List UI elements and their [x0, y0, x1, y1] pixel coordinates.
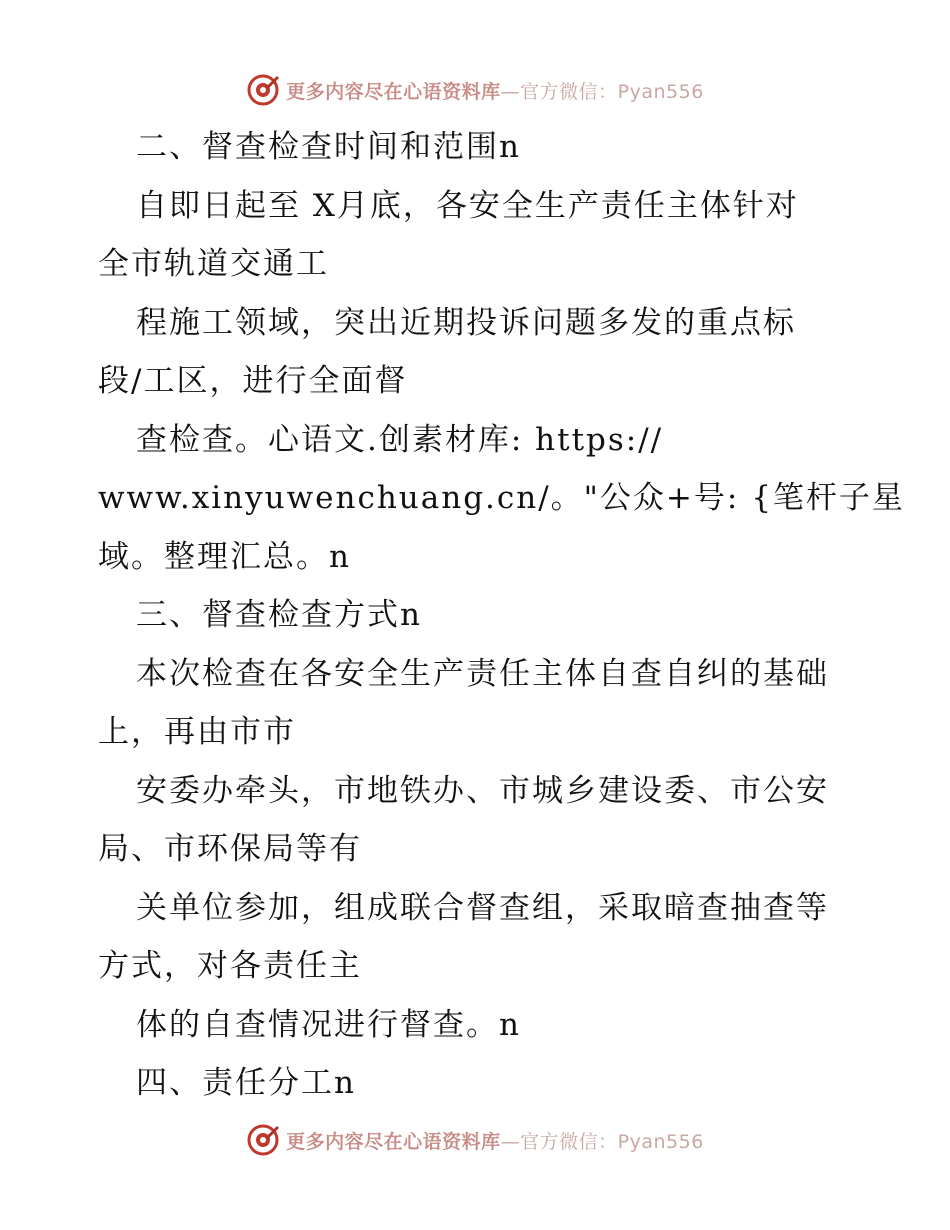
text-line: 方式，对各责任主 — [98, 948, 362, 984]
text-line: 本次检查在各安全生产责任主体自查自纠的基础 — [136, 655, 829, 692]
document-body — [98, 118, 905, 1113]
footer-brand-text: 更多内容尽在心语资料库 — [286, 1130, 501, 1153]
text-line: 段/工区，进行全面督 — [98, 363, 408, 399]
footer-wechat-text: 官方微信：Pyan556 — [520, 1130, 704, 1153]
text-line: 关单位参加，组成联合督查组，采取暗查抽查等 — [136, 889, 829, 926]
text-line: 自即日起至 X月底，各安全生产责任主体针对 — [136, 187, 799, 224]
text-line: 局、市环保局等有 — [98, 831, 362, 867]
text-line: www.xinyuwenchuang.cn/。"公众+号: {笔杆子星 — [98, 480, 905, 516]
text-line: 二、督查检查时间和范围n — [136, 129, 521, 165]
brand-logo-icon — [246, 1123, 280, 1157]
header-separator: — — [500, 80, 521, 103]
text-line: 体的自查情况进行督查。n — [136, 1006, 521, 1043]
header-wechat-text: 官方微信：Pyan556 — [520, 80, 704, 103]
text-line: 三、督查检查方式n — [136, 597, 422, 633]
text-line: 域。整理汇总。n — [98, 538, 351, 575]
header-brand-text: 更多内容尽在心语资料库 — [286, 80, 501, 103]
text-line: 上，再由市市 — [98, 714, 296, 750]
text-line: 四、责任分工n — [136, 1065, 356, 1101]
text-line: 查检查。心语文.创素材库: https:// — [136, 421, 664, 458]
brand-logo-icon — [246, 73, 280, 107]
footer-watermark — [0, 1118, 950, 1162]
text-line: 安委办牵头，市地铁办、市城乡建设委、市公安 — [136, 772, 829, 809]
text-line: 程施工领域，突出近期投诉问题多发的重点标 — [136, 304, 796, 341]
footer-separator: — — [500, 1130, 521, 1153]
text-line: 全市轨道交通工 — [98, 246, 329, 282]
header-watermark — [0, 68, 950, 112]
